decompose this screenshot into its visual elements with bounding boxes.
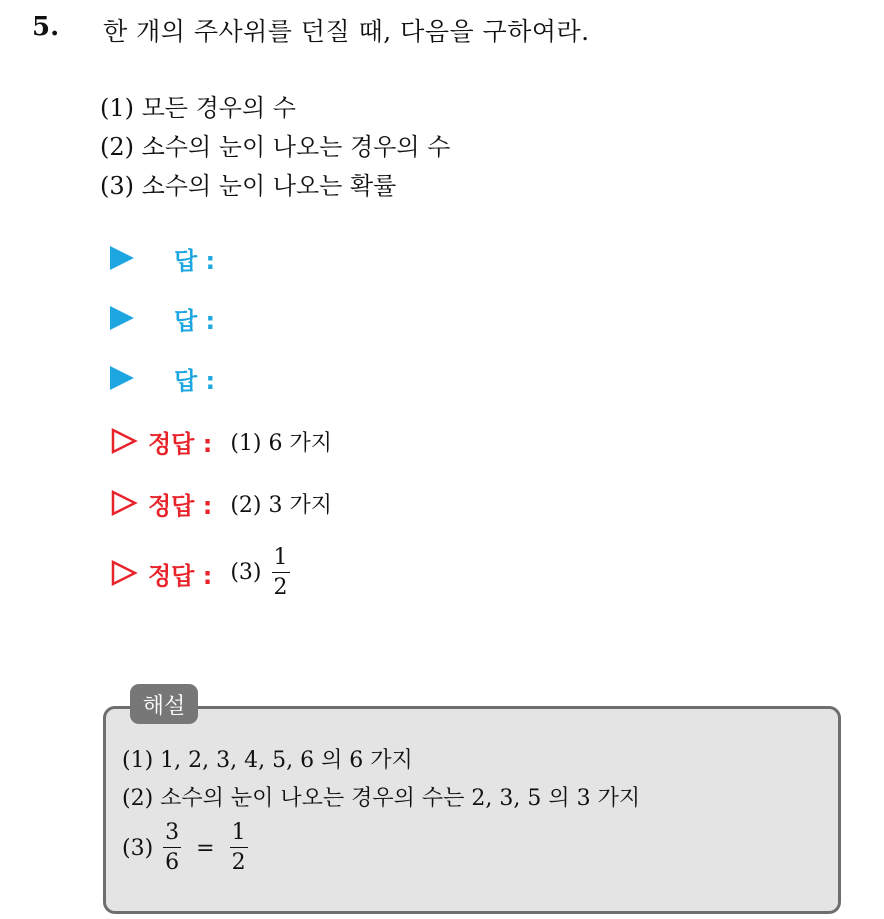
solid-triangle-right-icon [110,306,134,330]
fraction-numerator: 1 [230,822,248,848]
answer-key-label: 정답 : [148,491,213,520]
question-text: 한 개의 주사위를 던질 때, 다음을 구하여라. [103,17,590,46]
answer-key-value-3 [230,547,292,599]
fraction [272,547,290,599]
answer-row-3 [110,358,215,398]
fraction-numerator: 3 [163,822,181,848]
explanation-line-1: (1) 1, 2, 3, 4, 5, 6 의 6 가지 [122,748,413,773]
answer-key-value-2: (2) 3 가지 [230,492,332,518]
subquestion-3: (3) 소수의 눈이 나오는 확률 [100,172,397,200]
subquestion-1: (1) 모든 경우의 수 [100,94,296,122]
fraction [163,822,181,874]
fraction-denominator: 2 [231,850,246,875]
answer-key-3-prefix: (3) [230,560,262,585]
answer-key-row-1 [110,421,332,461]
solid-triangle-right-icon [110,366,134,390]
fraction-numerator: 1 [272,547,290,573]
answer-key-row-3 [110,545,293,601]
equals-sign: = [196,835,215,861]
answer-label: 답 : [174,366,216,395]
outline-triangle-right-icon [110,559,138,587]
fraction [230,822,248,874]
explanation-title: 해설 [130,684,198,724]
answer-row-2 [110,298,215,338]
answer-key-value-1: (1) 6 가지 [230,430,332,456]
explanation-3-prefix: (3) [122,835,154,861]
answer-key-row-2 [110,483,332,523]
answer-key-label: 정답 : [148,429,213,458]
explanation-line-3 [122,822,251,874]
subquestion-2: (2) 소수의 눈이 나오는 경우의 수 [100,133,451,161]
fraction-denominator: 2 [273,575,288,600]
answer-label: 답 : [174,246,216,275]
answer-row-1 [110,238,215,278]
fraction-denominator: 6 [165,850,180,875]
answer-label: 답 : [174,306,216,335]
answer-key-label: 정답 : [148,561,213,590]
outline-triangle-right-icon [110,427,138,455]
solid-triangle-right-icon [110,246,134,270]
outline-triangle-right-icon [110,489,138,517]
explanation-line-2: (2) 소수의 눈이 나오는 경우의 수는 2, 3, 5 의 3 가지 [122,786,641,811]
question-number: 5. [32,12,60,42]
